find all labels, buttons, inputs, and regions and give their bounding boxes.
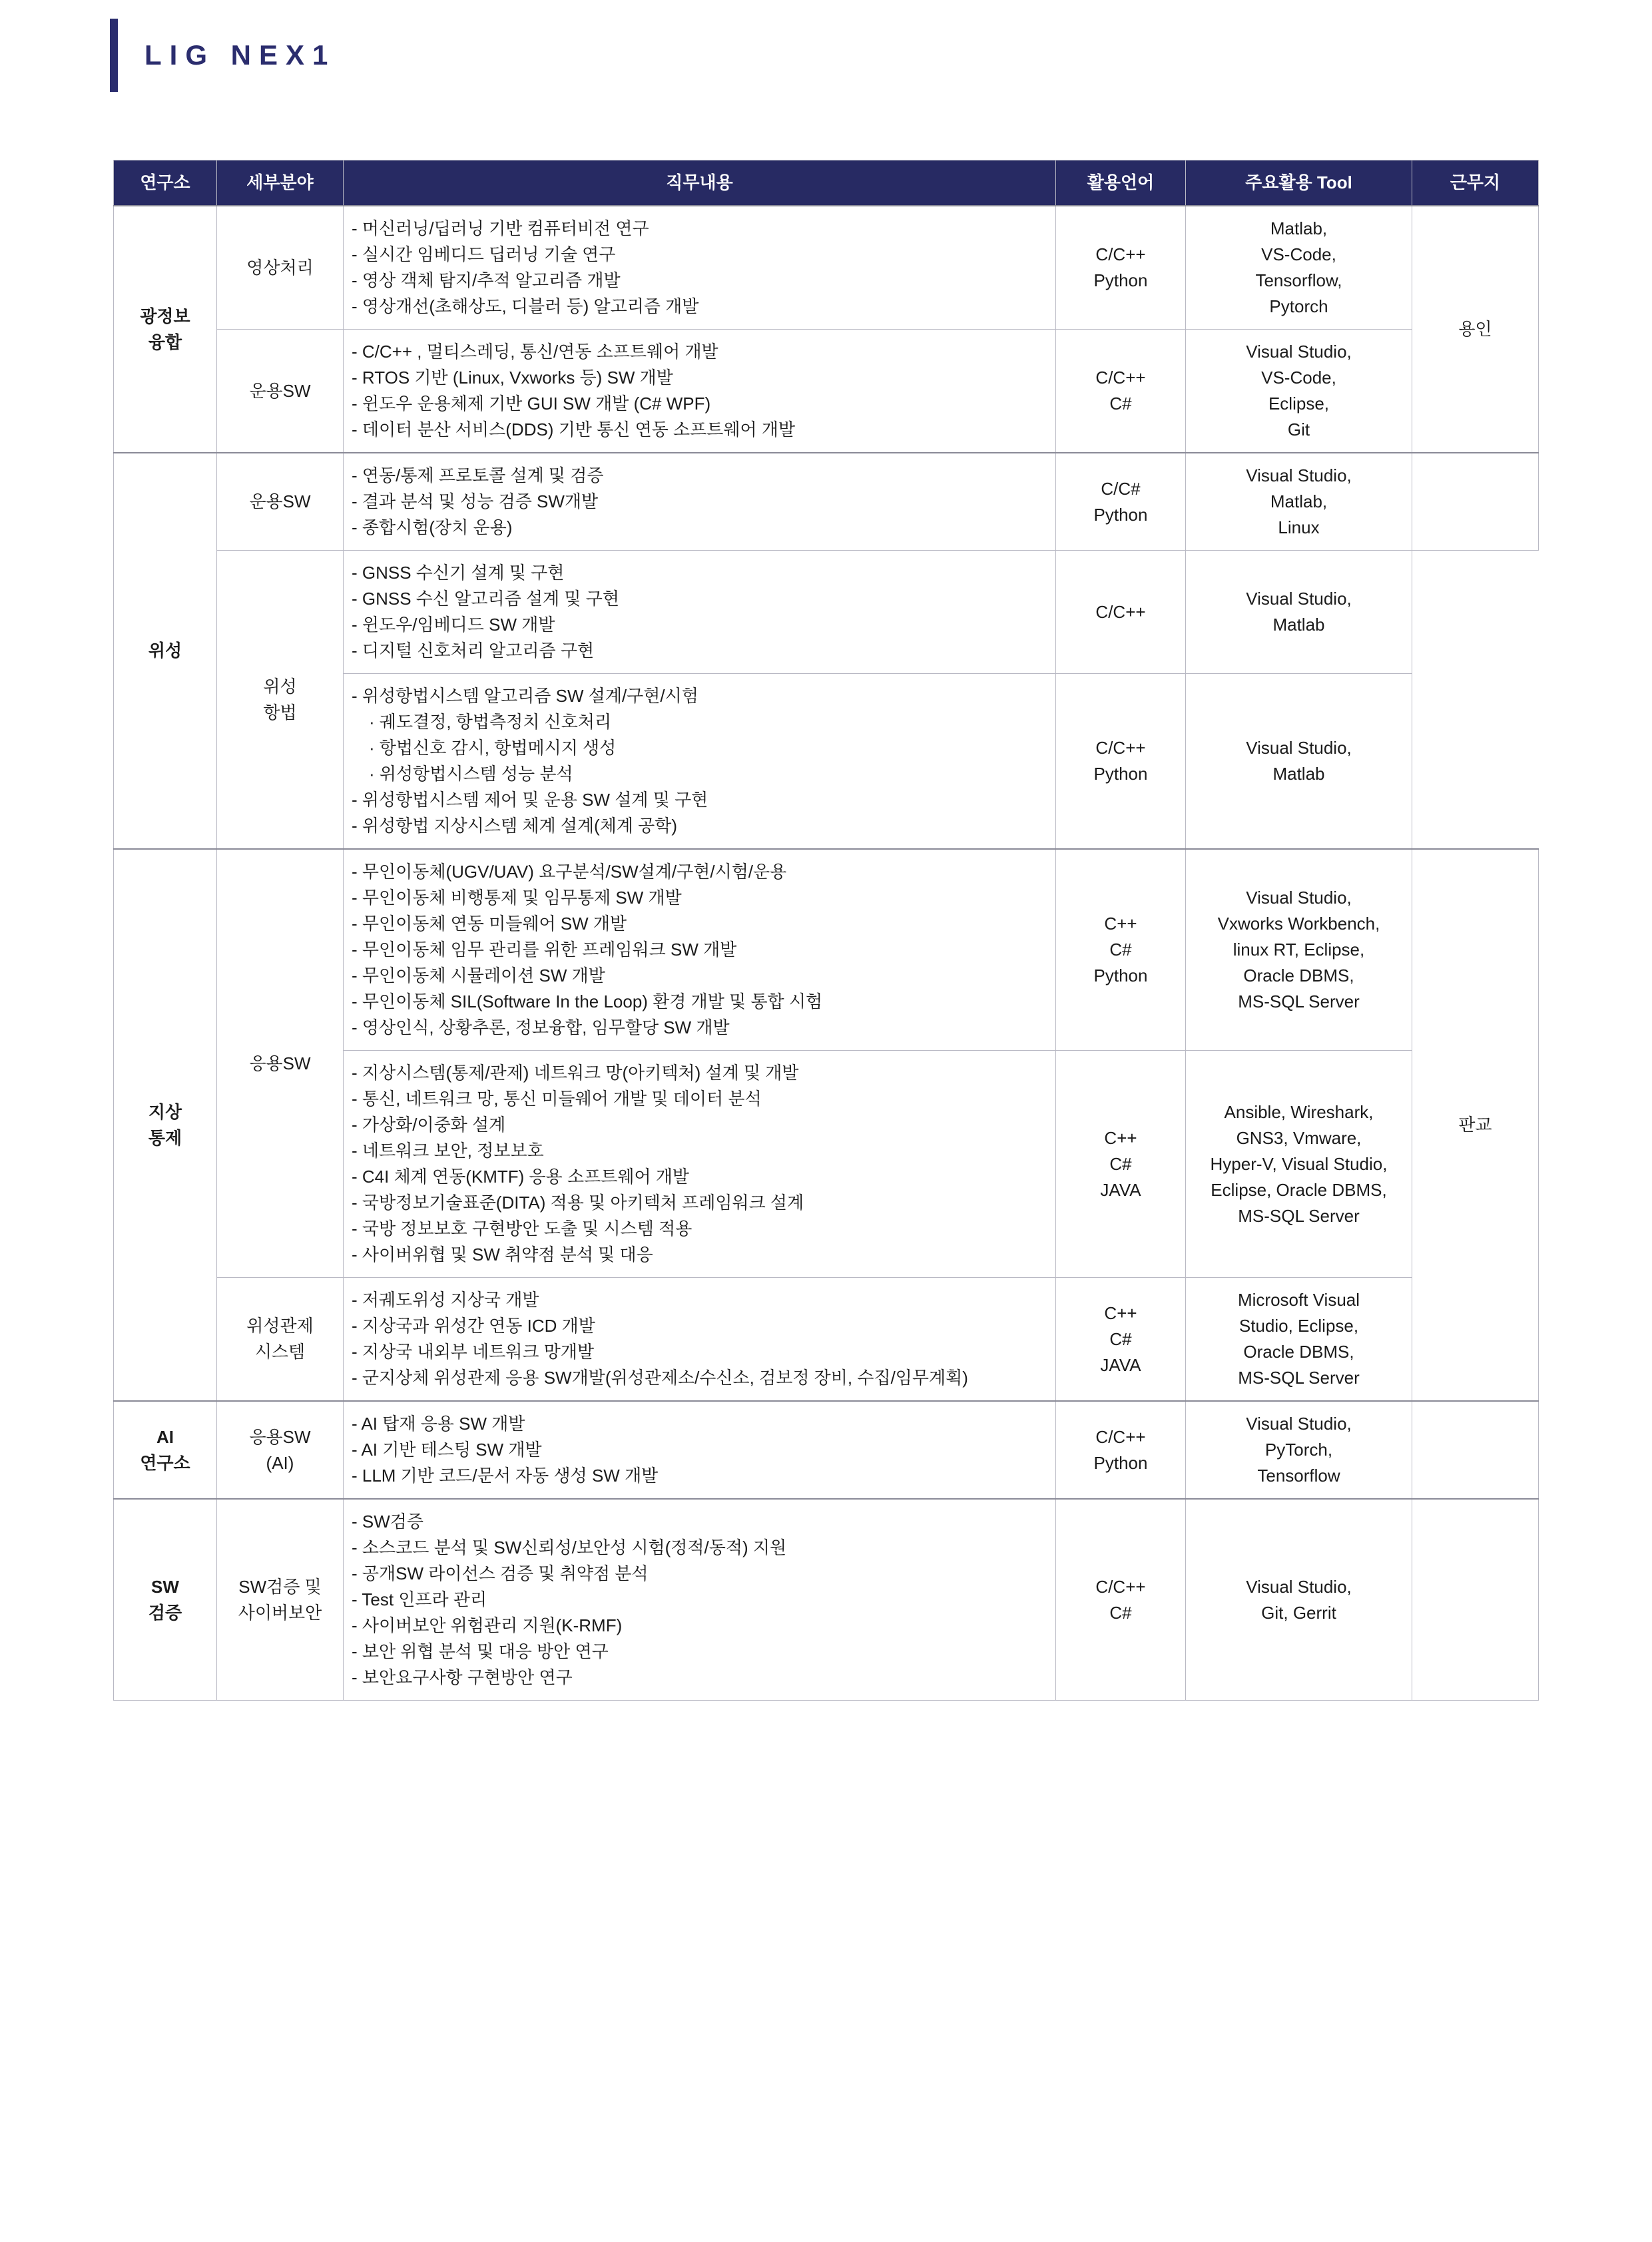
- duty-line: - GNSS 수신기 설계 및 구현: [352, 563, 565, 583]
- duty-line: - 보안요구사항 구현방안 연구: [352, 1667, 573, 1687]
- cell-language: C/C# Python: [1056, 453, 1186, 551]
- brand-logo: [110, 19, 336, 92]
- cell-duties: [344, 849, 1056, 1051]
- cell-field: 운용SW: [217, 453, 344, 551]
- duty-line: - 위성항법 지상시스템 체계 설계(체계 공학): [352, 816, 678, 836]
- duty-line: - 영상인식, 상황추론, 정보융합, 임무할당 SW 개발: [352, 1017, 730, 1037]
- table-row: [114, 206, 1539, 330]
- column-header-lab: 연구소: [114, 160, 217, 206]
- cell-location: [1412, 453, 1539, 551]
- duty-line: - AI 탑재 응용 SW 개발: [352, 1414, 525, 1434]
- cell-duties: [344, 453, 1056, 551]
- cell-duties: [344, 330, 1056, 453]
- duty-line: - 네트워크 보안, 정보보호: [352, 1141, 544, 1161]
- duty-line: - 연동/통제 프로토콜 설계 및 검증: [352, 465, 604, 485]
- duty-line: - 영상개선(초해상도, 디블러 등) 알고리즘 개발: [352, 296, 699, 316]
- cell-tool: Visual Studio, Matlab, Linux: [1186, 453, 1412, 551]
- logo-bar-icon: [110, 19, 118, 92]
- duty-line: - 영상 객체 탐지/추적 알고리즘 개발: [352, 270, 621, 290]
- duty-line: - 사이버보안 위험관리 지원(K-RMF): [352, 1615, 623, 1635]
- cell-tool: Visual Studio, Matlab: [1186, 551, 1412, 674]
- table-body: [114, 206, 1539, 1701]
- duty-line: - SW검증: [352, 1512, 423, 1532]
- duty-line: - 무인이동체 SIL(Software In the Loop) 환경 개발 및 통합 시험: [352, 991, 823, 1011]
- duty-line: - RTOS 기반 (Linux, Vxworks 등) SW 개발: [352, 368, 673, 388]
- column-header-duties: 직무내용: [344, 160, 1056, 206]
- cell-duties: [344, 1051, 1056, 1278]
- duty-line: - 군지상체 위성관제 응용 SW개발(위성관제소/수신소, 검보정 장비, 수집/임무계획): [352, 1368, 968, 1388]
- duty-line: · 위성항법시스템 성능 분석: [369, 764, 573, 784]
- duty-line: · 궤도결정, 항법측정치 신호처리: [369, 712, 612, 732]
- table-row: [114, 1401, 1539, 1499]
- duty-line: - 가상화/이중화 설계: [352, 1115, 506, 1135]
- cell-tool: Microsoft Visual Studio, Eclipse, Oracle DBMS, MS-SQL Server: [1186, 1278, 1412, 1402]
- duty-line: - 저궤도위성 지상국 개발: [352, 1290, 539, 1310]
- duty-line: - 무인이동체(UGV/UAV) 요구분석/SW설계/구현/시험/운용: [352, 862, 787, 882]
- table-row: [114, 849, 1539, 1051]
- duty-line: - 무인이동체 시뮬레이션 SW 개발: [352, 966, 605, 985]
- cell-duties: [344, 551, 1056, 674]
- cell-language: C++ C# Python: [1056, 849, 1186, 1051]
- table-row: [114, 330, 1539, 453]
- cell-language: C/C++ Python: [1056, 1401, 1186, 1499]
- duty-line: - 결과 분석 및 성능 검증 SW개발: [352, 491, 599, 511]
- cell-duties: [344, 1401, 1056, 1499]
- cell-lab: 위성: [114, 453, 217, 849]
- column-header-language: 활용언어: [1056, 160, 1186, 206]
- cell-language: C++ C# JAVA: [1056, 1051, 1186, 1278]
- duty-line: - Test 인프라 관리: [352, 1589, 487, 1609]
- cell-duties: [344, 674, 1056, 850]
- cell-location: 판교: [1412, 849, 1539, 1401]
- cell-field: SW검증 및 사이버보안: [217, 1499, 344, 1701]
- cell-location: [1412, 1499, 1539, 1701]
- cell-duties: [344, 1499, 1056, 1701]
- table-header-row: [114, 160, 1539, 206]
- duty-line: - C/C++ , 멀티스레딩, 통신/연동 소프트웨어 개발: [352, 342, 718, 362]
- cell-field: 위성 항법: [217, 551, 344, 850]
- brand-name: LIG NEX1: [144, 39, 336, 71]
- duty-line: - 윈도우 운용체제 기반 GUI SW 개발 (C# WPF): [352, 394, 711, 414]
- cell-location: 용인: [1412, 206, 1539, 453]
- duty-line: - 위성항법시스템 알고리즘 SW 설계/구현/시험: [352, 686, 698, 706]
- cell-tool: Visual Studio, PyTorch, Tensorflow: [1186, 1401, 1412, 1499]
- cell-field: 응용SW: [217, 849, 344, 1278]
- table-row: [114, 551, 1539, 674]
- duty-line: - 국방 정보보호 구현방안 도출 및 시스템 적용: [352, 1219, 692, 1239]
- duty-line: - 종합시험(장치 운용): [352, 517, 513, 537]
- cell-tool: Visual Studio, Matlab: [1186, 674, 1412, 850]
- job-table: [113, 160, 1539, 1701]
- duty-line: - 윈도우/임베디드 SW 개발: [352, 615, 555, 635]
- cell-lab: AI 연구소: [114, 1401, 217, 1499]
- duty-line: - 디지털 신호처리 알고리즘 구현: [352, 641, 595, 661]
- duty-line: - AI 기반 테스팅 SW 개발: [352, 1440, 542, 1460]
- duty-line: - 실시간 임베디드 딥러닝 기술 연구: [352, 244, 616, 264]
- duty-line: - 지상시스템(통제/관제) 네트워크 망(아키텍처) 설계 및 개발: [352, 1063, 799, 1083]
- duty-line: - C4I 체계 연동(KMTF) 응용 소프트웨어 개발: [352, 1167, 690, 1187]
- cell-tool: Ansible, Wireshark, GNS3, Vmware, Hyper-V, Visual Studio, Eclipse, Oracle DBMS, MS-SQL Server: [1186, 1051, 1412, 1278]
- duty-line: - 사이버위협 및 SW 취약점 분석 및 대응: [352, 1245, 653, 1264]
- cell-lab: 광정보 융합: [114, 206, 217, 453]
- table-row: [114, 1499, 1539, 1701]
- cell-duties: [344, 1278, 1056, 1402]
- table-row: [114, 1278, 1539, 1402]
- column-header-location: 근무지: [1412, 160, 1539, 206]
- duty-line: - 위성항법시스템 제어 및 운용 SW 설계 및 구현: [352, 790, 708, 810]
- cell-duties: [344, 206, 1056, 330]
- cell-language: C++ C# JAVA: [1056, 1278, 1186, 1402]
- cell-tool: Matlab, VS-Code, Tensorflow, Pytorch: [1186, 206, 1412, 330]
- cell-language: C/C++ C#: [1056, 330, 1186, 453]
- column-header-tool: 주요활용 Tool: [1186, 160, 1412, 206]
- cell-field: 응용SW (AI): [217, 1401, 344, 1499]
- cell-field: 영상처리: [217, 206, 344, 330]
- duty-line: - 무인이동체 비행통제 및 임무통제 SW 개발: [352, 888, 682, 908]
- cell-field: 운용SW: [217, 330, 344, 453]
- duty-line: · 항법신호 감시, 항법메시지 생성: [369, 738, 617, 758]
- column-header-field: 세부분야: [217, 160, 344, 206]
- cell-field: 위성관제 시스템: [217, 1278, 344, 1402]
- duty-line: - 보안 위협 분석 및 대응 방안 연구: [352, 1641, 609, 1661]
- table-header: [114, 160, 1539, 206]
- duty-line: - 머신러닝/딥러닝 기반 컴퓨터비전 연구: [352, 218, 649, 238]
- cell-tool: Visual Studio, VS-Code, Eclipse, Git: [1186, 330, 1412, 453]
- cell-language: C/C++ Python: [1056, 674, 1186, 850]
- duty-line: - 통신, 네트워크 망, 통신 미들웨어 개발 및 데이터 분석: [352, 1089, 762, 1109]
- duty-line: - 데이터 분산 서비스(DDS) 기반 통신 연동 소프트웨어 개발: [352, 420, 796, 439]
- cell-tool: Visual Studio, Vxworks Workbench, linux RT, Eclipse, Oracle DBMS, MS-SQL Server: [1186, 849, 1412, 1051]
- duty-line: - 국방정보기술표준(DITA) 적용 및 아키텍처 프레임워크 설계: [352, 1193, 804, 1213]
- duty-line: - 무인이동체 연동 미들웨어 SW 개발: [352, 914, 627, 934]
- duty-line: - GNSS 수신 알고리즘 설계 및 구현: [352, 589, 619, 609]
- cell-lab: 지상 통제: [114, 849, 217, 1401]
- duty-line: - 지상국과 위성간 연동 ICD 개발: [352, 1316, 595, 1336]
- duty-line: - 소스코드 분석 및 SW신뢰성/보안성 시험(정적/동적) 지원: [352, 1538, 787, 1557]
- duty-line: - 공개SW 라이선스 검증 및 취약점 분석: [352, 1563, 649, 1583]
- duty-line: - 지상국 내외부 네트워크 망개발: [352, 1342, 595, 1362]
- cell-language: C/C++: [1056, 551, 1186, 674]
- cell-lab: SW 검증: [114, 1499, 217, 1701]
- cell-language: C/C++ C#: [1056, 1499, 1186, 1701]
- table-row: [114, 453, 1539, 551]
- cell-language: C/C++ Python: [1056, 206, 1186, 330]
- cell-tool: Visual Studio, Git, Gerrit: [1186, 1499, 1412, 1701]
- cell-location: [1412, 1401, 1539, 1499]
- duty-line: - 무인이동체 임무 관리를 위한 프레임워크 SW 개발: [352, 940, 737, 960]
- job-table-container: [113, 160, 1538, 1701]
- duty-line: - LLM 기반 코드/문서 자동 생성 SW 개발: [352, 1466, 659, 1486]
